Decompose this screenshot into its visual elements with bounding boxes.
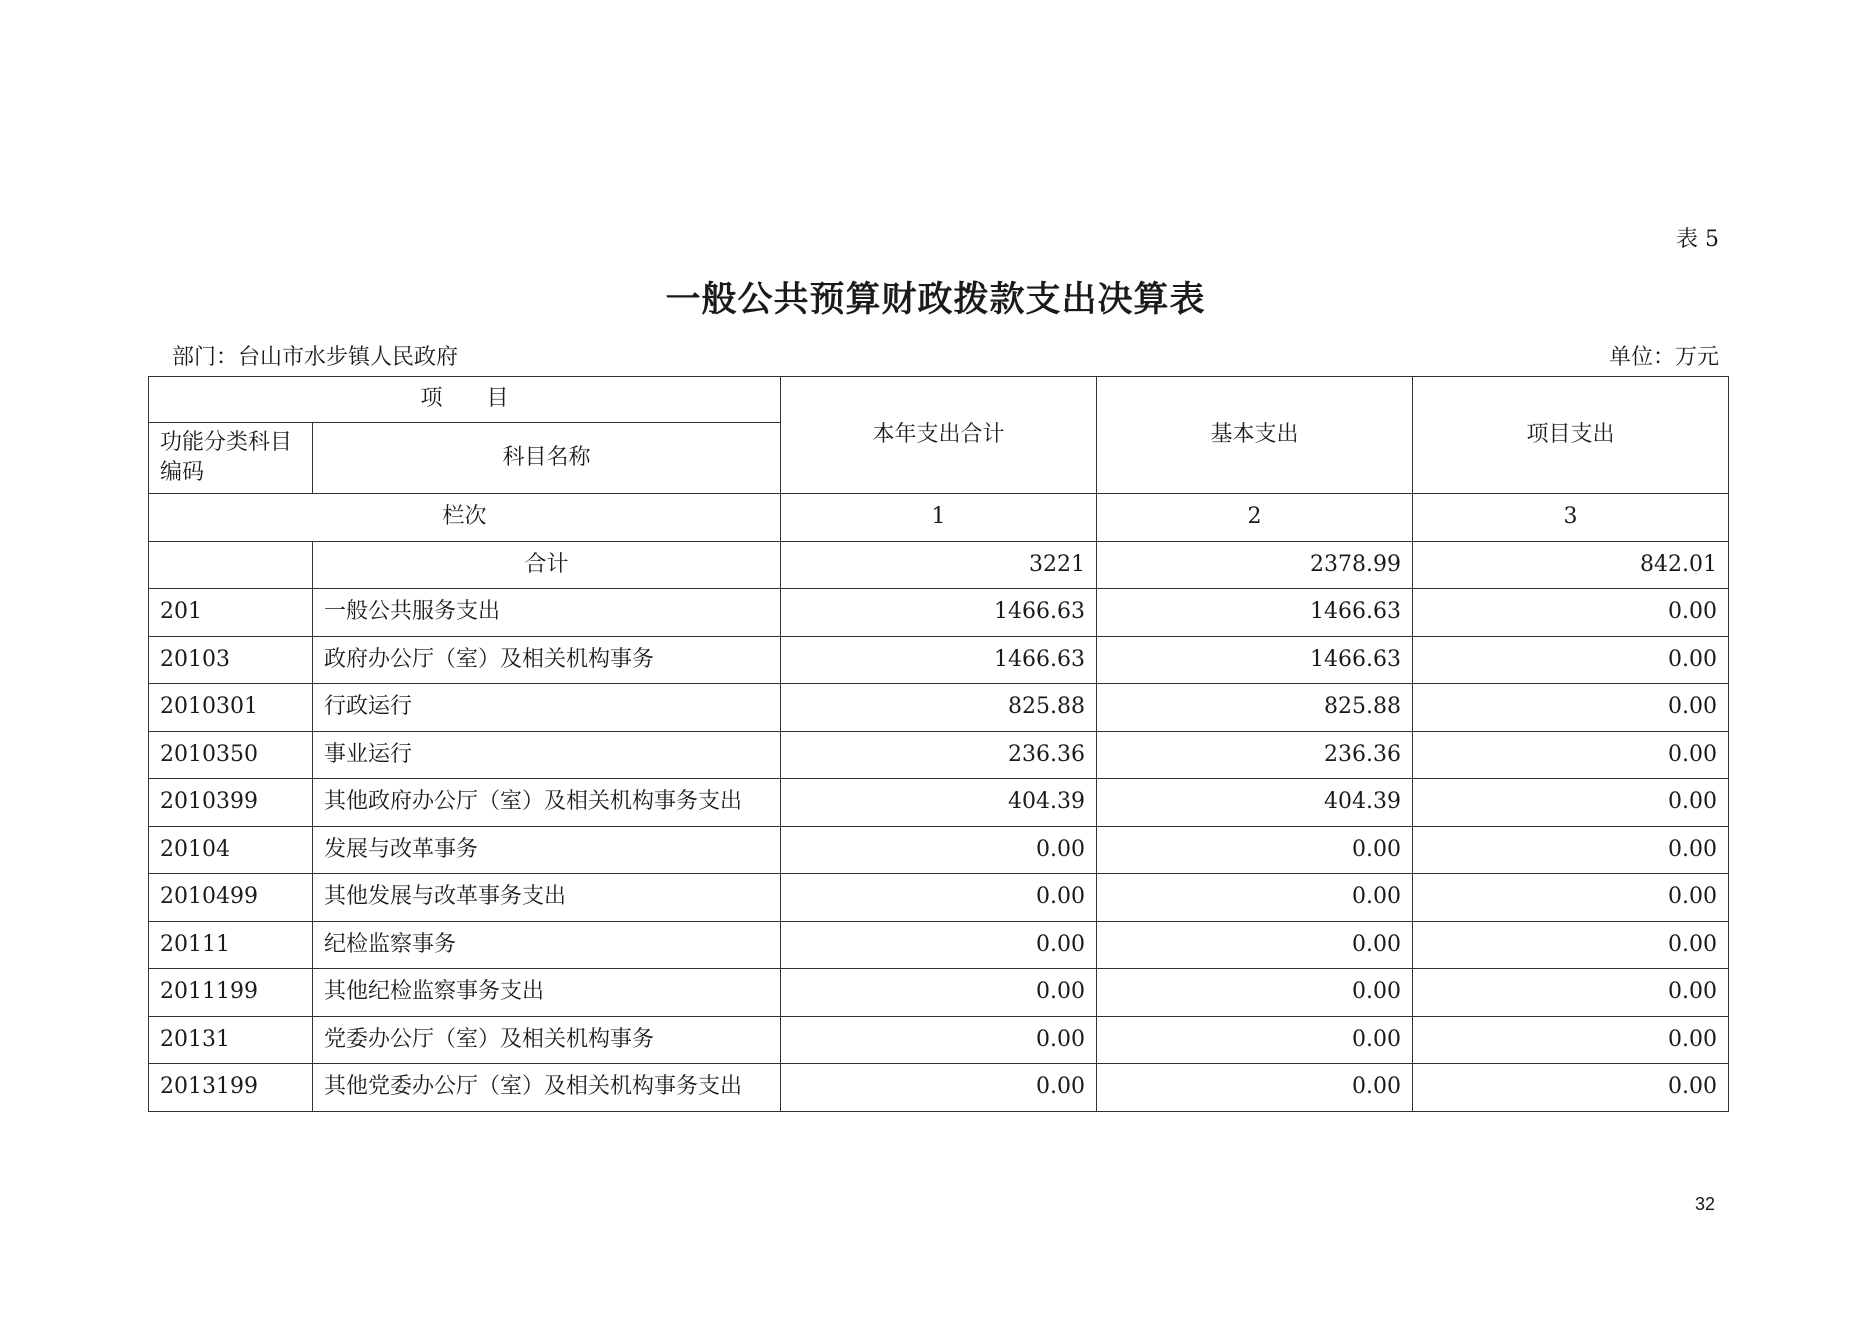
row-name: 其他政府办公厅（室）及相关机构事务支出 xyxy=(313,779,781,827)
row-name: 纪检监察事务 xyxy=(313,921,781,969)
page-number: 32 xyxy=(1694,1194,1715,1214)
row-code: 2013199 xyxy=(149,1064,313,1112)
row-project: 0.00 xyxy=(1413,921,1729,969)
table-row xyxy=(149,826,1729,874)
table-row xyxy=(149,731,1729,779)
header-project: 项 目 xyxy=(149,377,781,423)
table-row xyxy=(149,684,1729,732)
document-title: 一般公共预算财政拨款支出决算表 xyxy=(665,279,1206,320)
header-name: 科目名称 xyxy=(313,423,781,494)
header-row-1 xyxy=(149,377,1729,423)
row-project: 0.00 xyxy=(1413,684,1729,732)
summary-label: 合计 xyxy=(313,541,781,589)
summary-project: 842.01 xyxy=(1413,541,1729,589)
unit-label: 单位：万元 xyxy=(1608,345,1719,370)
header-basic: 基本支出 xyxy=(1097,377,1413,494)
table-row xyxy=(149,1016,1729,1064)
column-index-label: 栏次 xyxy=(149,494,781,542)
row-project: 0.00 xyxy=(1413,636,1729,684)
row-name: 一般公共服务支出 xyxy=(313,589,781,637)
row-total: 404.39 xyxy=(781,779,1097,827)
row-basic: 0.00 xyxy=(1097,826,1413,874)
row-basic: 1466.63 xyxy=(1097,589,1413,637)
row-code: 2010350 xyxy=(149,731,313,779)
row-project: 0.00 xyxy=(1413,874,1729,922)
row-name: 其他发展与改革事务支出 xyxy=(313,874,781,922)
row-code: 2010301 xyxy=(149,684,313,732)
table-row xyxy=(149,779,1729,827)
row-project: 0.00 xyxy=(1413,731,1729,779)
row-name: 其他纪检监察事务支出 xyxy=(313,969,781,1017)
row-total: 1466.63 xyxy=(781,589,1097,637)
summary-total: 3221 xyxy=(781,541,1097,589)
row-code: 20104 xyxy=(149,826,313,874)
row-project: 0.00 xyxy=(1413,1016,1729,1064)
summary-row xyxy=(149,541,1729,589)
row-total: 0.00 xyxy=(781,1064,1097,1112)
row-code: 201 xyxy=(149,589,313,637)
department-label: 部门：台山市水步镇人民政府 xyxy=(172,345,459,370)
summary-code xyxy=(149,541,313,589)
row-total: 236.36 xyxy=(781,731,1097,779)
row-project: 0.00 xyxy=(1413,589,1729,637)
column-index-3: 3 xyxy=(1413,494,1729,542)
row-total: 0.00 xyxy=(781,874,1097,922)
row-total: 1466.63 xyxy=(781,636,1097,684)
row-code: 20131 xyxy=(149,1016,313,1064)
row-project: 0.00 xyxy=(1413,1064,1729,1112)
row-name: 其他党委办公厅（室）及相关机构事务支出 xyxy=(313,1064,781,1112)
meta-row xyxy=(172,340,1719,370)
table-row xyxy=(149,589,1729,637)
row-name: 发展与改革事务 xyxy=(313,826,781,874)
summary-basic: 2378.99 xyxy=(1097,541,1413,589)
row-basic: 0.00 xyxy=(1097,969,1413,1017)
column-index-2: 2 xyxy=(1097,494,1413,542)
row-code: 2011199 xyxy=(149,969,313,1017)
row-total: 0.00 xyxy=(781,921,1097,969)
column-index-1: 1 xyxy=(781,494,1097,542)
table-row xyxy=(149,969,1729,1017)
row-basic: 0.00 xyxy=(1097,921,1413,969)
table-row xyxy=(149,874,1729,922)
row-code: 20103 xyxy=(149,636,313,684)
column-index-row xyxy=(149,494,1729,542)
header-project-expense: 项目支出 xyxy=(1413,377,1729,494)
row-code: 2010399 xyxy=(149,779,313,827)
header-code: 功能分类科目编码 xyxy=(149,423,313,494)
row-basic: 0.00 xyxy=(1097,874,1413,922)
row-basic: 825.88 xyxy=(1097,684,1413,732)
row-basic: 404.39 xyxy=(1097,779,1413,827)
row-basic: 236.36 xyxy=(1097,731,1413,779)
row-total: 825.88 xyxy=(781,684,1097,732)
row-name: 事业运行 xyxy=(313,731,781,779)
row-name: 行政运行 xyxy=(313,684,781,732)
row-basic: 1466.63 xyxy=(1097,636,1413,684)
row-project: 0.00 xyxy=(1413,826,1729,874)
row-name: 党委办公厅（室）及相关机构事务 xyxy=(313,1016,781,1064)
row-project: 0.00 xyxy=(1413,779,1729,827)
table-row xyxy=(149,636,1729,684)
table-row xyxy=(149,1064,1729,1112)
row-name: 政府办公厅（室）及相关机构事务 xyxy=(313,636,781,684)
row-code: 20111 xyxy=(149,921,313,969)
row-total: 0.00 xyxy=(781,1016,1097,1064)
table-number: 表 5 xyxy=(1676,227,1719,252)
header-total: 本年支出合计 xyxy=(781,377,1097,494)
expenditure-table xyxy=(148,376,1729,1112)
row-code: 2010499 xyxy=(149,874,313,922)
row-total: 0.00 xyxy=(781,826,1097,874)
row-basic: 0.00 xyxy=(1097,1064,1413,1112)
row-total: 0.00 xyxy=(781,969,1097,1017)
row-project: 0.00 xyxy=(1413,969,1729,1017)
table-row xyxy=(149,921,1729,969)
row-basic: 0.00 xyxy=(1097,1016,1413,1064)
